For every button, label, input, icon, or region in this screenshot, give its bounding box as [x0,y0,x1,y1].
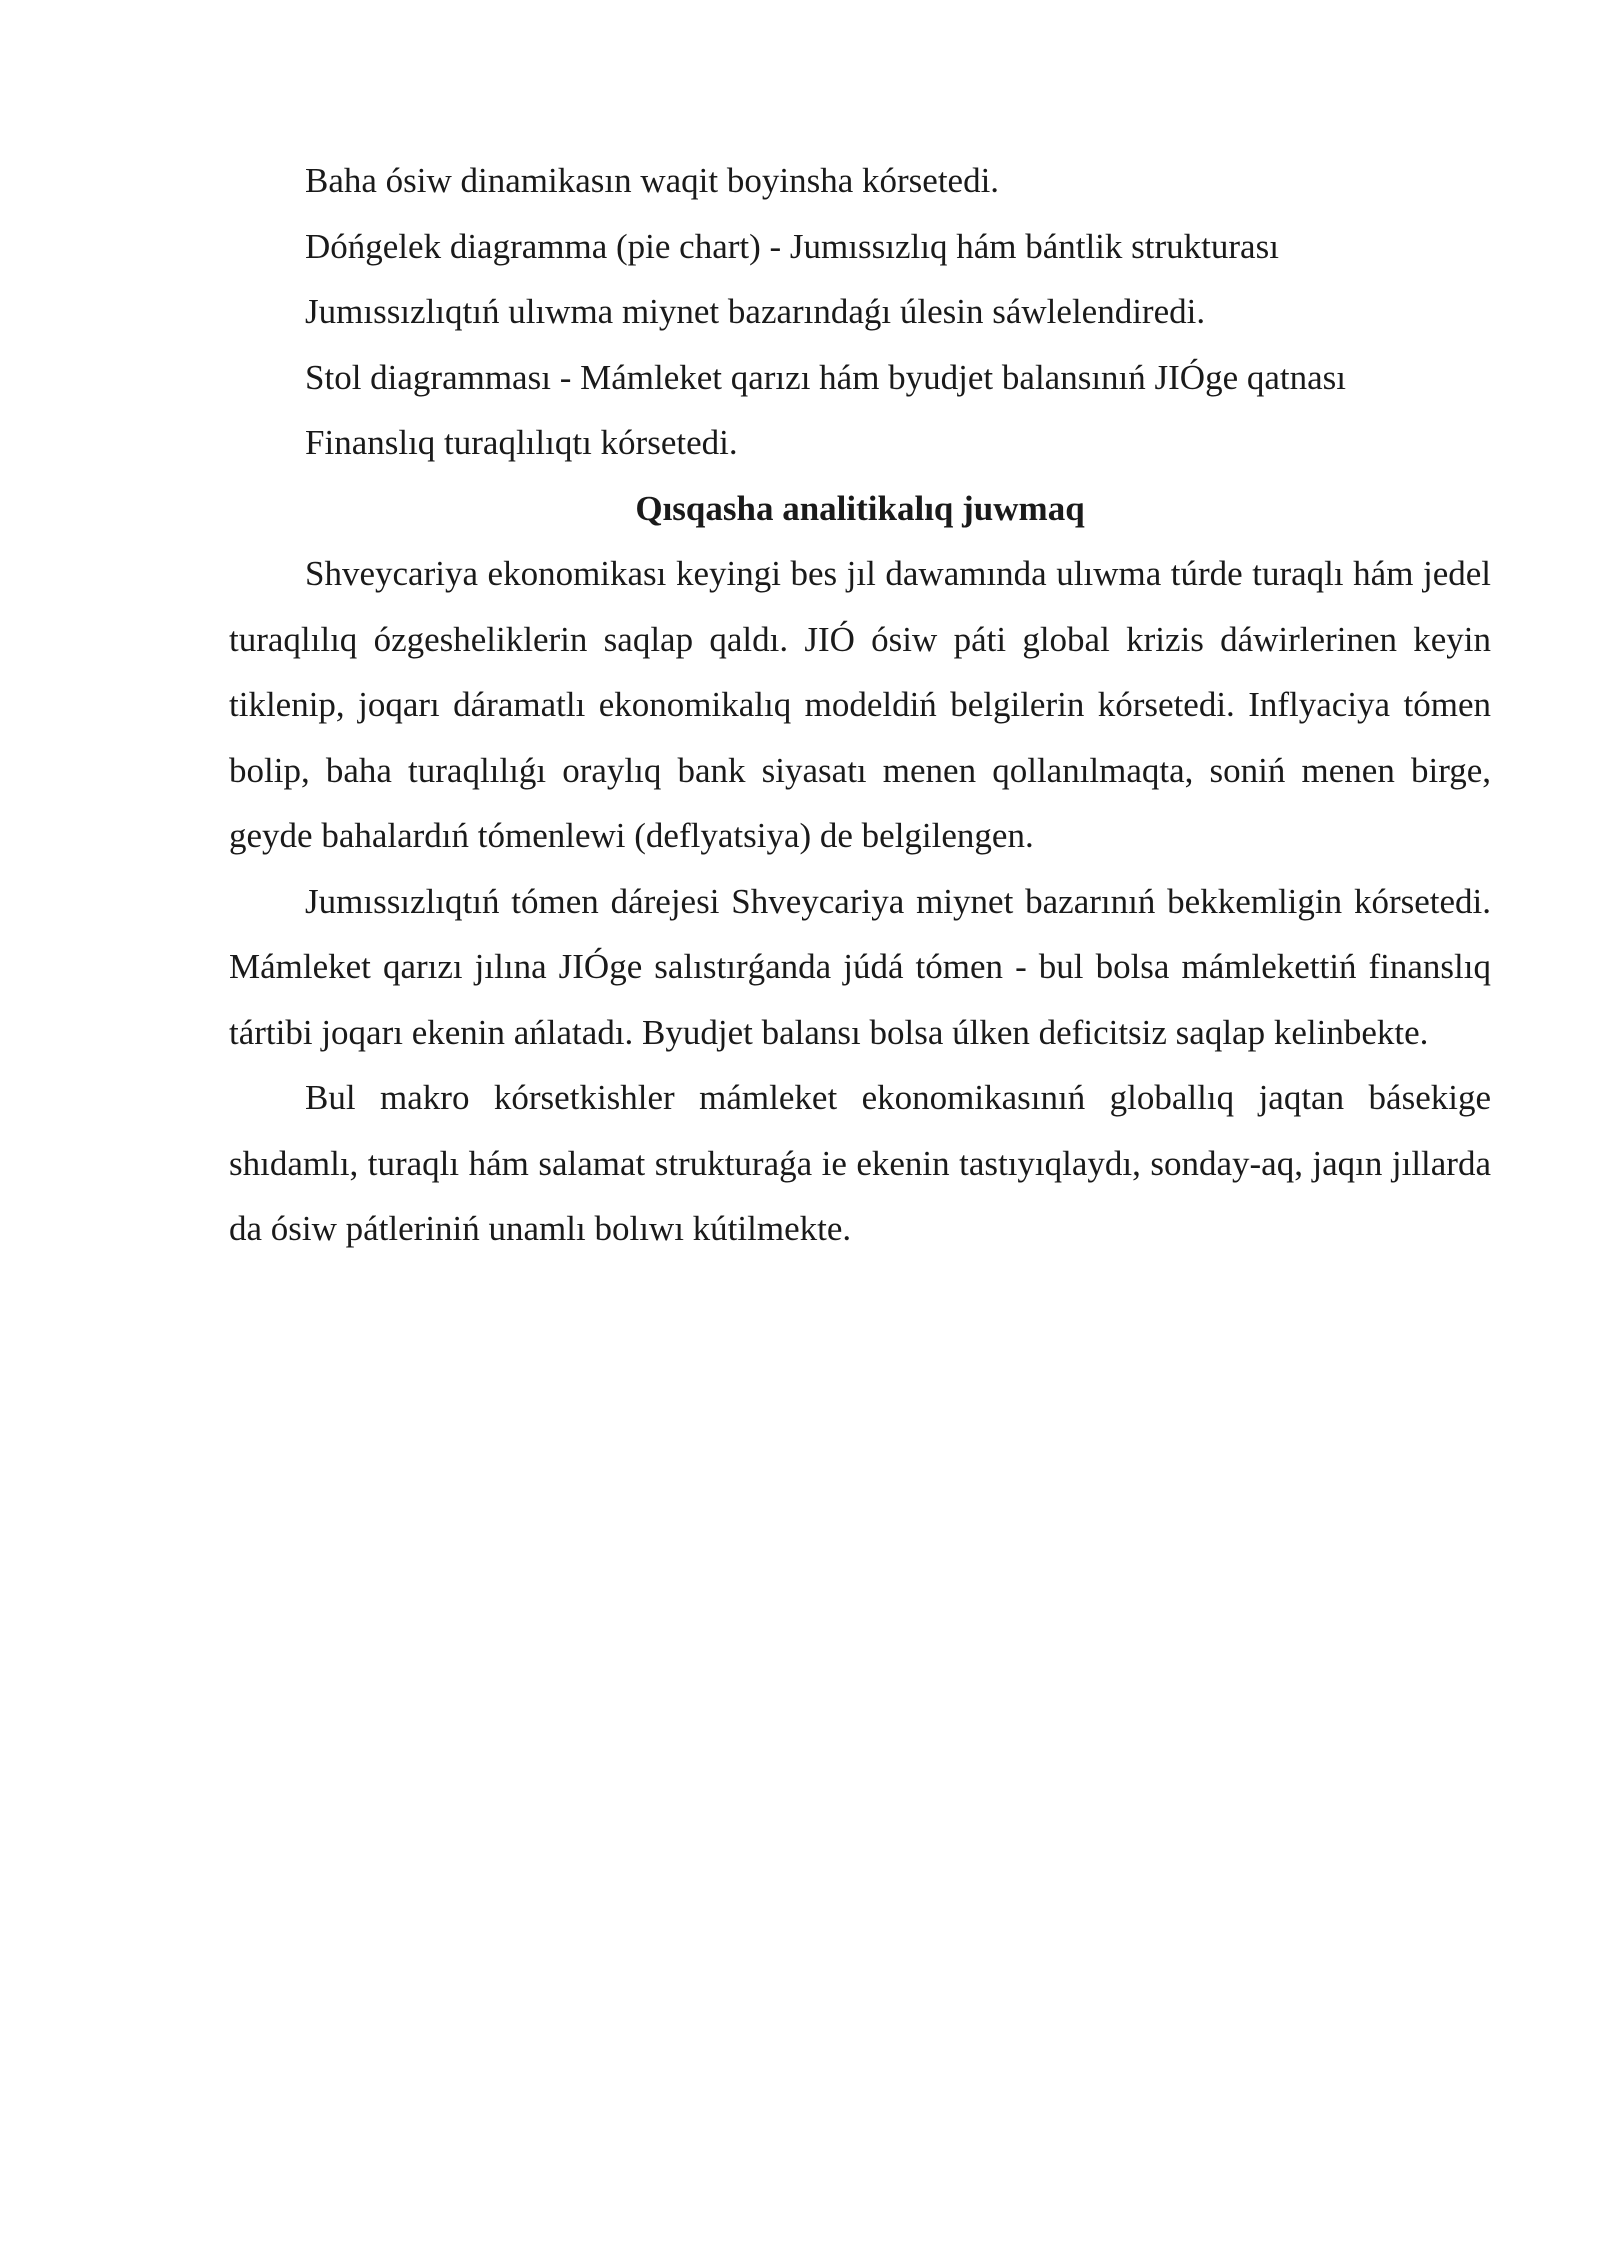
body-paragraph: Jumıssızlıqtıń tómen dárejesi Shveycariya miynet bazarınıń bekkemligin kórsetedi. Mámleket qarızı jılına JIÓge salıstırǵanda júdá tómen - bul bolsa mámlekettiń finanslıq tártibi joqarı ekenin ańlatadı. Byudjet balansı bolsa úlken deficitsiz saqlap kelinbekte. [229,881,1491,1052]
intro-line: Dóńgelek diagramma (pie chart) - Jumıssızlıq hám bántlik strukturası [305,226,1279,266]
intro-line: Baha ósiw dinamikasın waqit boyinsha kórsetedi. [305,161,1000,200]
document-page [229,148,1491,1262]
body-paragraph: Shveycariya ekonomikası keyingi bes jıl dawamında ulıwma túrde turaqlı hám jedel turaqlılıq ózgesheliklerin saqlap qaldı. JIÓ ósiw páti global krizis dáwirlerinen keyin tiklenip, joqarı dáramatlı ekonomikalıq modeldiń belgilerin kórsetedi. Inflyaciya tómen bolip, baha turaqlılıǵı oraylıq bank siyasatı menen qollanılmaqta, soniń menen birge, geyde bahalardıń tómenlewi (deflyatsiya) de belgilengen. [229,554,1491,855]
intro-line: Stol diagramması - Mámleket qarızı hám byudjet balansınıń JIÓge qatnası [305,357,1346,397]
body-paragraph: Bul makro kórsetkishler mámleket ekonomikasınıń globallıq jaqtan básekige shıdamlı, turaqlı hám salamat strukturaǵa ie ekenin tastıyıqlaydı, sonday-aq, jaqın jıllarda da ósiw pátleriniń unamlı bolıwı kútilmekte. [229,1078,1491,1248]
section-heading: Qısqasha analitikalıq juwmaq [635,488,1085,528]
intro-line: Finanslıq turaqlılıqtı kórsetedi. [305,423,738,462]
intro-line: Jumıssızlıqtıń ulıwma miynet bazarındaǵı úlesin sáwlelendiredi. [305,292,1206,331]
